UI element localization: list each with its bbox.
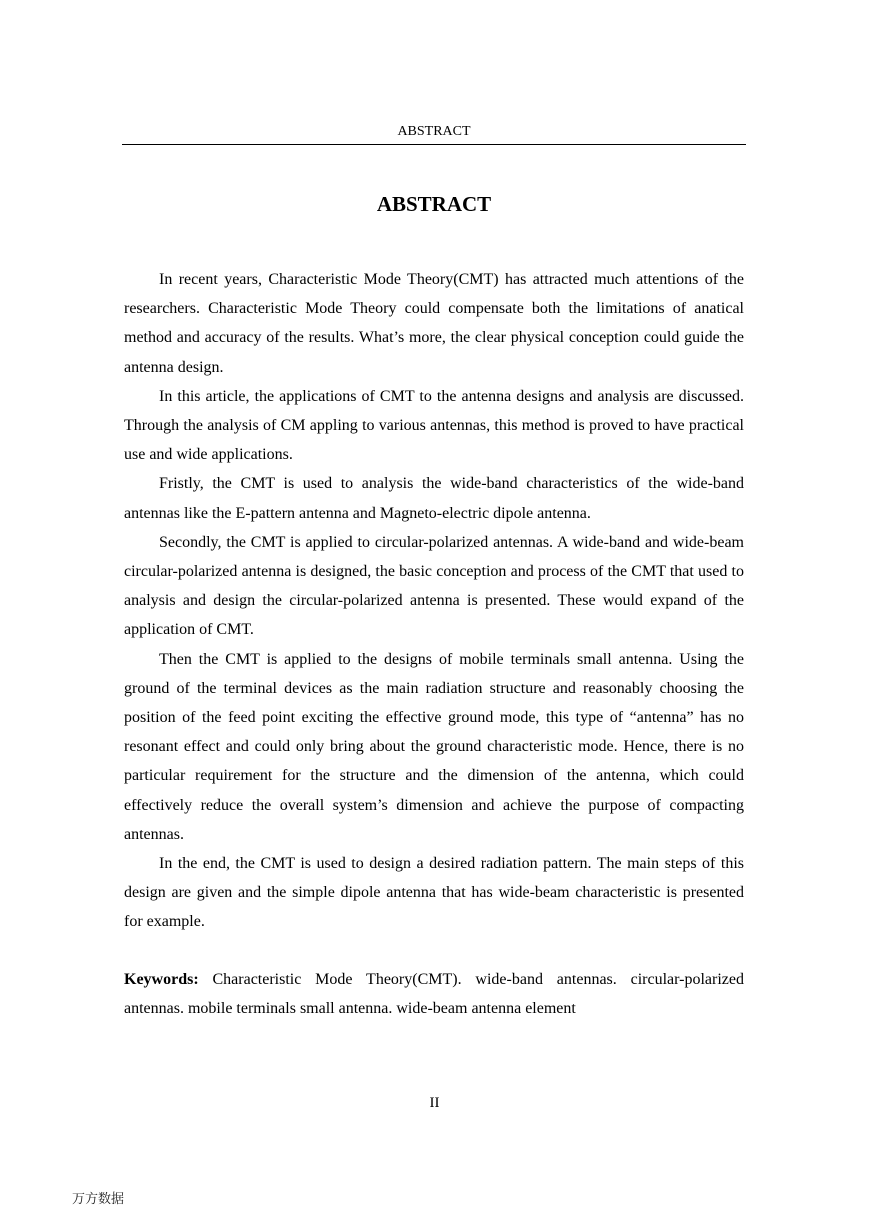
abstract-body [124, 265, 744, 937]
keywords-label: Keywords: [124, 971, 199, 988]
abstract-paragraph-1: In recent years, Characteristic Mode Theory(CMT) has attracted much attentions of the researchers. Characteristic Mode Theory could compensate both the limitations of anatical method and accuracy of the results. What’s more, the clear physical conception could guide the antenna design. [124, 271, 744, 376]
abstract-paragraph-6: In the end, the CMT is used to design a desired radiation pattern. The main steps of this design are given and the simple dipole antenna that has wide-beam characteristic is presented for example. [124, 855, 744, 931]
abstract-paragraph-3: Fristly, the CMT is used to analysis the wide-band characteristics of the wide-band antennas like the E-pattern antenna and Magneto-electric dipole antenna. [124, 475, 744, 522]
keywords-text: Characteristic Mode Theory(CMT). wide-band antennas. circular-polarized antennas. mobile terminals small antenna. wide-beam antenna element [124, 971, 744, 1018]
page-number: II [429, 1095, 440, 1111]
running-header: ABSTRACT [122, 123, 746, 145]
page-title: ABSTRACT [376, 192, 492, 216]
keywords-section [124, 965, 744, 1023]
abstract-paragraph-2: In this article, the applications of CMT to the antenna designs and analysis are discussed. Through the analysis of CM appling to various antennas, this method is proved to have practical use and wide applications. [124, 387, 744, 464]
watermark: 万方数据 [72, 1192, 125, 1207]
abstract-paragraph-5: Then the CMT is applied to the designs of mobile terminals small antenna. Using the ground of the terminal devices as the main radiation structure and reasonably choosing the position of the feed point exciting the effective ground mode, this type of “antenna” has no resonant effect and could only bring about the ground characteristic mode. Hence, there is no particular requirement for the structure and the dimension of the antenna, which could effectively reduce the overall system’s dimension and achieve the purpose of compacting antennas. [124, 650, 744, 843]
abstract-paragraph-4: Secondly, the CMT is applied to circular-polarized antennas. A wide-band and wide-beam circular-polarized antenna is designed, the basic conception and process of the CMT that used to analysis and design the circular-polarized antenna is presented. These would expand of the application of CMT. [124, 533, 744, 639]
